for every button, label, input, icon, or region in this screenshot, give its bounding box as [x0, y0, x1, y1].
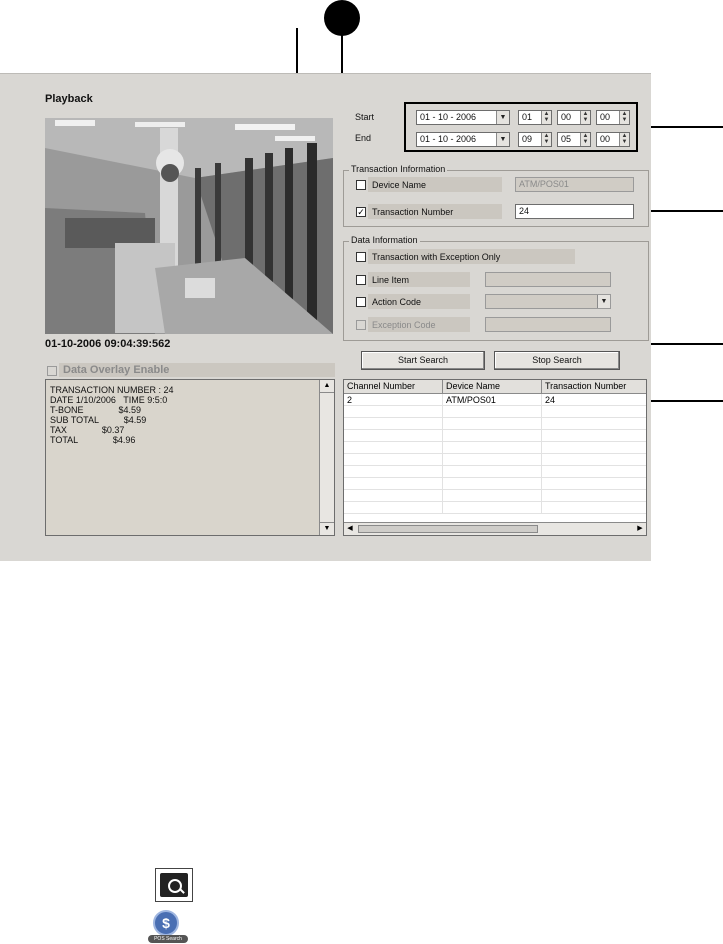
table-row[interactable] — [344, 454, 646, 466]
spin-arrows-icon[interactable]: ▲ ▼ — [580, 111, 590, 124]
table-row[interactable] — [344, 466, 646, 478]
table-cell — [542, 502, 647, 514]
action-code-select[interactable] — [485, 294, 611, 309]
exception-code-label: Exception Code — [372, 320, 436, 330]
exception-code-checkbox[interactable] — [356, 320, 366, 330]
receipt-textarea[interactable] — [45, 379, 335, 536]
pos-search-button[interactable] — [148, 910, 192, 944]
table-cell — [344, 406, 443, 418]
end-date-value: 01 - 10 - 2006 — [420, 134, 477, 144]
table-cell — [443, 430, 542, 442]
line-item-checkbox[interactable] — [356, 275, 366, 285]
table-row[interactable] — [344, 394, 646, 406]
table-cell — [542, 490, 647, 502]
table-cell — [344, 454, 443, 466]
table-cell — [344, 466, 443, 478]
table-cell — [443, 490, 542, 502]
table-row[interactable] — [344, 502, 646, 514]
page-title: Playback — [45, 93, 93, 105]
end-minute-value: 05 — [561, 134, 572, 144]
device-name-field[interactable]: ATM/POS01 — [515, 177, 634, 192]
exception-only-checkbox[interactable] — [356, 252, 366, 262]
table-cell — [542, 406, 647, 418]
table-row[interactable] — [344, 478, 646, 490]
table-cell — [443, 418, 542, 430]
table-cell: 24 — [542, 394, 647, 406]
table-cell — [542, 430, 647, 442]
dollar-coin-icon: $ — [153, 910, 179, 936]
table-cell — [542, 466, 647, 478]
start-hour-value: 01 — [522, 112, 533, 122]
table-cell — [443, 478, 542, 490]
start-minute-spinner[interactable] — [557, 110, 591, 125]
column-header[interactable]: Channel Number — [344, 380, 443, 394]
end-hour-spinner[interactable] — [518, 132, 552, 147]
spin-arrows-icon[interactable]: ▲ ▼ — [619, 133, 629, 146]
start-date-value: 01 - 10 - 2006 — [420, 112, 477, 122]
table-cell: ATM/POS01 — [443, 394, 542, 406]
table-cell — [443, 466, 542, 478]
playback-search-button[interactable] — [155, 868, 193, 902]
transaction-number-field[interactable]: 24 — [515, 204, 634, 219]
column-header[interactable]: Device Name — [443, 380, 542, 394]
table-h-scrollbar[interactable] — [344, 522, 646, 535]
chevron-down-icon[interactable]: ▼ — [597, 295, 610, 308]
transaction-number-label: Transaction Number — [372, 207, 454, 217]
chevron-down-icon[interactable]: ▼ — [496, 111, 509, 124]
table-row[interactable] — [344, 430, 646, 442]
exception-code-field[interactable] — [485, 317, 611, 332]
stop-search-button[interactable]: Stop Search — [494, 351, 620, 370]
table-row[interactable] — [344, 418, 646, 430]
receipt-line: T-BONE $4.59 — [50, 405, 142, 415]
start-minute-value: 00 — [561, 112, 572, 122]
end-second-spinner[interactable] — [596, 132, 630, 147]
surveillance-image — [45, 118, 333, 334]
line-item-label: Line Item — [372, 275, 410, 285]
start-label: Start — [355, 112, 375, 122]
data-overlay-label: Data Overlay Enable — [63, 364, 170, 376]
data-overlay-checkbox[interactable] — [47, 366, 57, 376]
pos-search-caption: POS Search — [148, 935, 188, 943]
table-cell — [443, 502, 542, 514]
receipt-text — [50, 385, 174, 445]
table-cell — [443, 442, 542, 454]
device-name-checkbox[interactable] — [356, 180, 366, 190]
table-row[interactable] — [344, 442, 646, 454]
data-info-title: Data Information — [351, 235, 418, 245]
results-table[interactable] — [343, 379, 647, 536]
transaction-number-checkbox[interactable]: ✓ — [357, 207, 365, 217]
video-view — [45, 118, 333, 334]
receipt-line: TAX $0.37 — [50, 425, 125, 435]
start-search-button[interactable]: Start Search — [361, 351, 485, 370]
table-row[interactable] — [344, 490, 646, 502]
table-cell — [344, 502, 443, 514]
device-name-label: Device Name — [372, 180, 427, 190]
column-header[interactable]: Transaction Number — [542, 380, 647, 394]
spin-arrows-icon[interactable]: ▲ ▼ — [580, 133, 590, 146]
receipt-line: DATE 1/10/2006 TIME 9:5:0 — [50, 395, 168, 405]
table-cell — [542, 454, 647, 466]
start-hour-spinner[interactable] — [518, 110, 552, 125]
spin-arrows-icon[interactable]: ▲ ▼ — [619, 111, 629, 124]
scroll-left-icon[interactable]: ◀ — [347, 525, 353, 532]
spin-arrows-icon[interactable]: ▲ ▼ — [541, 133, 551, 146]
table-row[interactable] — [344, 406, 646, 418]
exception-only-label: Transaction with Exception Only — [372, 252, 501, 262]
action-code-checkbox[interactable] — [356, 297, 366, 307]
table-cell — [344, 442, 443, 454]
scroll-thumb[interactable] — [358, 525, 538, 533]
table-cell: 2 — [344, 394, 443, 406]
transaction-info-title: Transaction Information — [351, 164, 446, 174]
end-date-select[interactable] — [416, 132, 510, 147]
end-minute-spinner[interactable] — [557, 132, 591, 147]
line-item-field[interactable] — [485, 272, 611, 287]
table-cell — [443, 406, 542, 418]
end-second-value: 00 — [600, 134, 611, 144]
table-cell — [542, 418, 647, 430]
magnifier-icon — [160, 873, 188, 897]
receipt-scrollbar[interactable] — [319, 380, 334, 535]
table-cell — [344, 490, 443, 502]
table-cell — [443, 454, 542, 466]
spin-arrows-icon[interactable]: ▲ ▼ — [541, 111, 551, 124]
start-second-spinner[interactable] — [596, 110, 630, 125]
table-cell — [542, 478, 647, 490]
table-cell — [344, 430, 443, 442]
table-cell — [542, 442, 647, 454]
start-date-select[interactable] — [416, 110, 510, 125]
scroll-up-icon[interactable]: ▲ — [320, 380, 334, 393]
end-label: End — [355, 133, 372, 143]
end-hour-value: 09 — [522, 134, 533, 144]
action-code-label: Action Code — [372, 297, 422, 307]
chevron-down-icon[interactable]: ▼ — [496, 133, 509, 146]
receipt-line: TRANSACTION NUMBER : 24 — [50, 385, 174, 395]
receipt-line: SUB TOTAL $4.59 — [50, 415, 147, 425]
scroll-right-icon[interactable]: ▶ — [637, 525, 643, 532]
video-timestamp: 01-10-2006 09:04:39:562 — [45, 338, 171, 350]
table-cell — [344, 478, 443, 490]
receipt-line: TOTAL $4.96 — [50, 435, 136, 445]
start-second-value: 00 — [600, 112, 611, 122]
table-cell — [344, 418, 443, 430]
scroll-down-icon[interactable]: ▼ — [320, 522, 334, 535]
